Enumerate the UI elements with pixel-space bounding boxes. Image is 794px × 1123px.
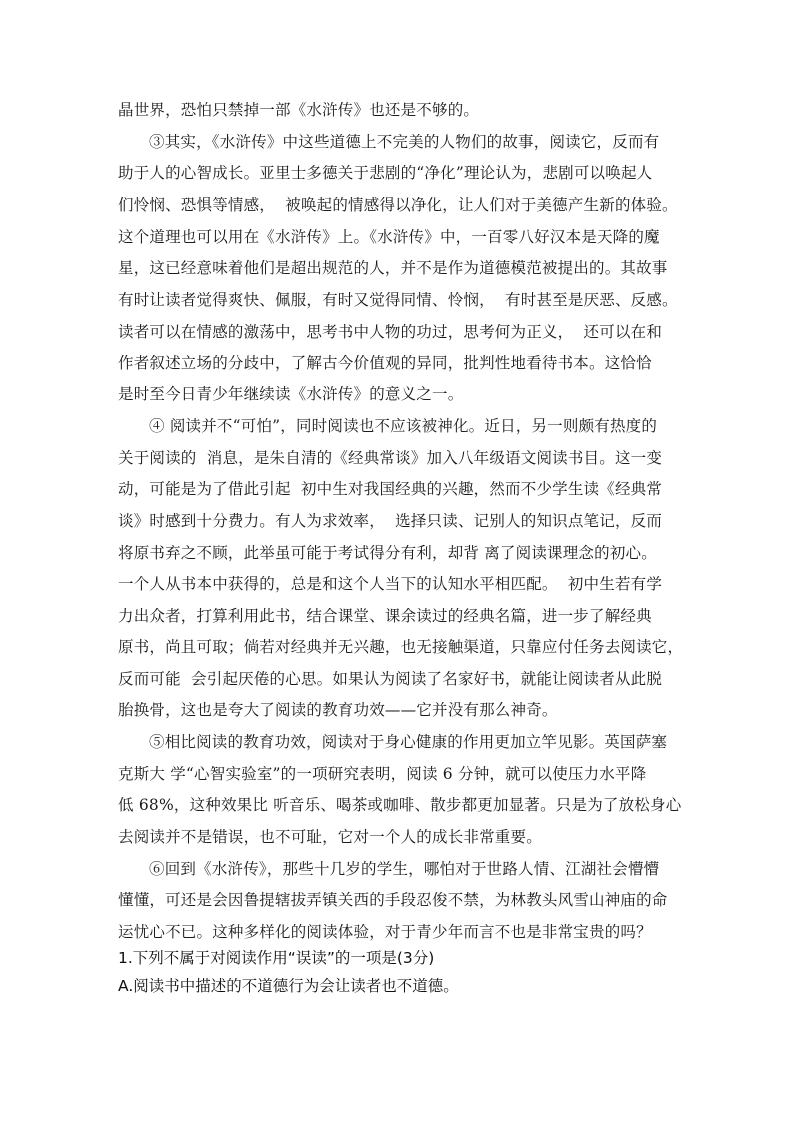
passage-line: 有时让读者觉得爽快、佩服，有时又觉得同情、怜悯， 有时甚至是厌恶、反感。 xyxy=(118,291,678,309)
option-a: A.阅读书中描述的不道德行为会让读者也不道德。 xyxy=(118,977,459,995)
passage-line: 去阅读并不是错误，也不可耻，它对一个人的成长非常重要。 xyxy=(118,828,542,846)
passage-line: ③其实，《水浒传》中这些道德上不完美的人物们的故事，阅读它，反而有 xyxy=(149,133,660,151)
passage-line: 原书，尚且可取；倘若对经典并无兴趣，也无接触渠道，只靠应付任务去阅读它， xyxy=(118,638,684,656)
passage-line: 力出众者，打算利用此书，结合课堂、课余读过的经典名篇，进一步了解经典 xyxy=(118,607,652,625)
passage-line: 懂懂，可还是会因鲁提辖拔弄镇关西的手段忍俊不禁，为林教头风雪山神庙的命 xyxy=(118,891,668,909)
passage-line: 克斯大 学“心智实验室”的一项研究表明，阅读 6 分钟，就可以使压力水平降 xyxy=(118,765,647,783)
passage-line: 低 68%，这种效果比 听音乐、喝茶或咖啡、散步都更加显著。只是为了放松身心 xyxy=(118,796,682,814)
passage-line: 反而可能 会引起厌倦的心思。如果认为阅读了名家好书，就能让阅读者从此脱 xyxy=(118,670,663,688)
passage-line: 动，可能是为了借此引起 初中生对我国经典的兴趣，然而不少学生读《经典常 xyxy=(118,480,663,498)
passage-line: 读者可以在情感的激荡中，思考书中人物的功过，思考何为正义， 还可以在和 xyxy=(118,323,663,341)
passage-line: 关于阅读的 消息，是朱自清的《经典常谈》加入八年级语文阅读书目。这一变 xyxy=(118,449,663,467)
passage-line: 谈》时感到十分费力。有人为求效率， 选择只读、记别人的知识点笔记，反而 xyxy=(118,512,663,530)
passage-line: 胎换骨，这也是夸大了阅读的教育功效——它并没有那么神奇。 xyxy=(118,701,558,719)
passage-line: ④ 阅读并不“可怕”，同时阅读也不应该被神化。近日，另一则颇有热度的 xyxy=(149,417,658,435)
passage-line: 星，这已经意味着他们是超出规范的人，并不是作为道德模范被提出的。其故事 xyxy=(118,259,668,277)
passage-line: 这个道理也可以用在《水浒传》上。《水浒传》中，一百零八好汉本是天降的魔 xyxy=(118,228,660,246)
passage-line: 将原书弃之不顾，此举虽可能于考试得分有利，却背 离了阅读课理念的初心。 xyxy=(118,544,657,562)
passage-line: ⑤相比阅读的教育功效，阅读对于身心健康的作用更加立竿见影。英国萨塞 xyxy=(149,733,668,751)
question-stem: 1.下列不属于对阅读作用“误读”的一项是(3分) xyxy=(118,949,435,967)
passage-line: 晶世界，恐怕只禁掉一部《水浒传》也还是不够的。 xyxy=(118,101,480,119)
passage-line: 运忧心不已。这种多样化的阅读体验，对于青少年而言不也是非常宝贵的吗？ xyxy=(118,923,652,941)
passage-line: 一个人从书本中获得的，总是和这个人当下的认知水平相匹配。 初中生若有学 xyxy=(118,575,663,593)
passage-line: 是时至今日青少年继续读《水浒传》的意义之一。 xyxy=(118,385,464,403)
passage-line: 们怜悯、恐惧等情感， 被唤起的情感得以净化，让人们对于美德产生新的体验。 xyxy=(118,196,678,214)
passage-line: 助于人的心智成长。亚里士多德关于悲剧的“净化”理论认为，悲剧可以唤起人 xyxy=(118,164,653,182)
passage-line: ⑥回到《水浒传》，那些十几岁的学生，哪怕对于世路人情、江湖社会懵懵 xyxy=(149,860,660,878)
passage-line: 作者叙述立场的分歧中，了解古今价值观的异同，批判性地看待书本。这恰恰 xyxy=(118,354,652,372)
